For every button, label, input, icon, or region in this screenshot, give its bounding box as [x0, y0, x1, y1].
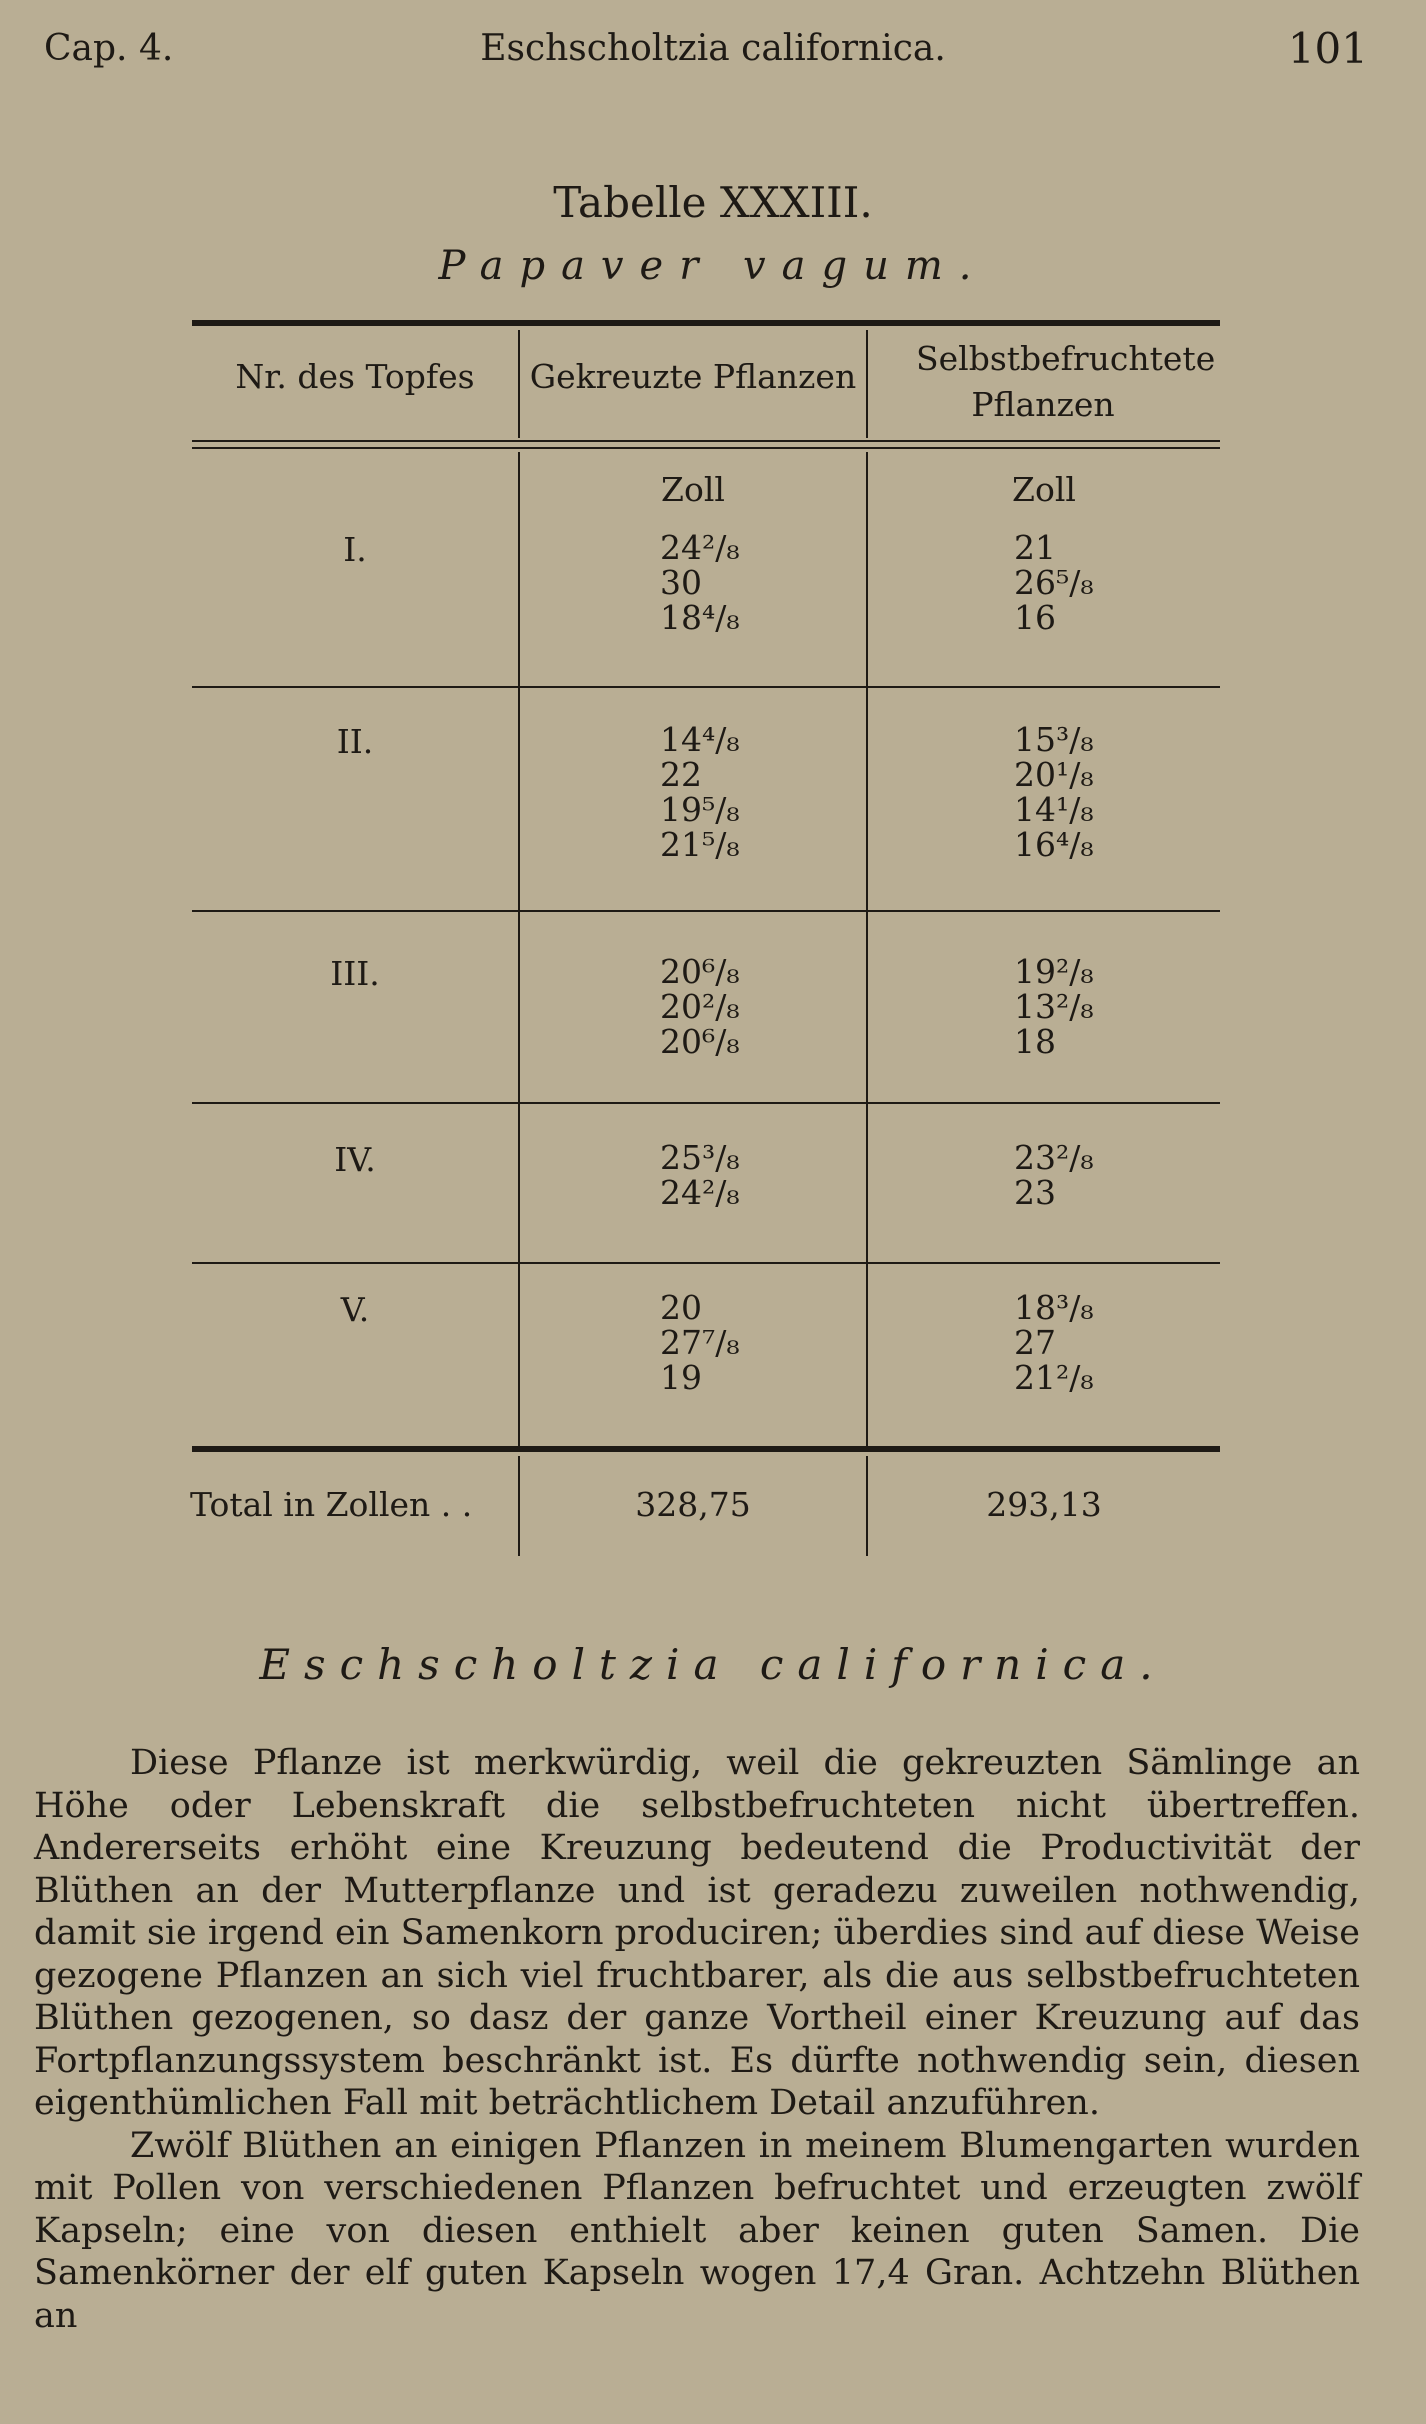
- value: 14¹/₈: [1014, 790, 1094, 829]
- total-self: 293,13: [986, 1485, 1102, 1524]
- value: 15³/₈: [1014, 720, 1094, 759]
- value: 25³/₈: [660, 1138, 740, 1177]
- value: 20⁶/₈: [660, 1022, 740, 1061]
- group-separator: [192, 686, 1220, 688]
- value: 19²/₈: [1014, 952, 1094, 991]
- paragraph: Zwölf Blüthen an einigen Pflanzen in meinem Blumengarten wurden mit Pollen von verschiedenen Pflanzen befruchtet und erzeugten zwölf Kapseln; eine von diesen enthielt aber keinen guten Samen. Die Samenkörner der elf guten Kapseln wogen 17,4 Gran. Achtzehn Blüthen an: [34, 2125, 1360, 2336]
- value: 22: [660, 755, 702, 794]
- value: 24²/₈: [660, 528, 740, 567]
- self-values: [1014, 954, 1094, 1059]
- header-divider-1: [518, 330, 520, 438]
- value: 21⁵/₈: [660, 825, 740, 864]
- pot-label: IV.: [334, 1140, 376, 1179]
- value: 18⁴/₈: [660, 598, 740, 637]
- pot-label: III.: [330, 954, 380, 993]
- unit-self: Zoll: [1012, 470, 1076, 509]
- unit-crossed: Zoll: [661, 470, 725, 509]
- pot-label: I.: [343, 530, 367, 569]
- body-text: [34, 1742, 1360, 2337]
- header-rule-lower: [192, 447, 1220, 449]
- crossed-values: [660, 530, 740, 635]
- body-divider-1: [518, 452, 520, 1452]
- value: 18: [1014, 1022, 1056, 1061]
- self-values: [1014, 722, 1094, 862]
- column-header-pot: Nr. des Topfes: [235, 357, 475, 396]
- header-divider-2: [866, 330, 868, 438]
- crossed-values: [660, 1140, 740, 1210]
- value: 20⁶/₈: [660, 952, 740, 991]
- pot-label: II.: [336, 722, 374, 761]
- column-header-crossed: Gekreuzte Pflanzen: [529, 357, 857, 396]
- value: 20¹/₈: [1014, 755, 1094, 794]
- value: 21²/₈: [1014, 1358, 1094, 1397]
- value: 13²/₈: [1014, 987, 1094, 1026]
- total-crossed: 328,75: [635, 1485, 751, 1524]
- value: 20: [660, 1288, 702, 1327]
- table-bottom-rule: [192, 1446, 1220, 1452]
- header-rule-upper: [192, 440, 1220, 442]
- total-label: Total in Zollen . .: [190, 1485, 473, 1524]
- crossed-values: [660, 1290, 740, 1395]
- value: 23²/₈: [1014, 1138, 1094, 1177]
- self-values: [1014, 1140, 1094, 1210]
- value: 21: [1014, 528, 1056, 567]
- value: 27⁷/₈: [660, 1323, 740, 1362]
- value: 16⁴/₈: [1014, 825, 1094, 864]
- group-separator: [192, 1102, 1220, 1104]
- paragraph: Diese Pflanze ist merkwürdig, weil die gekreuzten Sämlinge an Höhe oder Lebenskraft die selbstbefruchteten nicht übertreffen. Andererseits erhöht eine Kreuzung bedeutend die Productivität der Blüthen an der Mutterpflanze und ist geradezu zuweilen nothwendig, damit sie irgend ein Samenkorn produciren; überdies sind auf diese Weise gezogene Pflanzen an sich viel fruchtbarer, als die aus selbstbefruchteten Blüthen gezogenen, so dasz der ganze Vortheil einer Kreuzung auf das Fortpflanzungssystem beschränkt ist. Es dürfte nothwendig sein, diesen eigenthümlichen Fall mit beträchtlichem Detail anzuführen.: [34, 1743, 1360, 2123]
- value: 26⁵/₈: [1014, 563, 1094, 602]
- table-title: Tabelle XXXIII.: [553, 178, 873, 227]
- value: 30: [660, 563, 702, 602]
- value: 18³/₈: [1014, 1288, 1094, 1327]
- value: 20²/₈: [660, 987, 740, 1026]
- value: 14⁴/₈: [660, 720, 740, 759]
- value: 19: [660, 1358, 702, 1397]
- page-number: 101: [1287, 24, 1368, 73]
- table-subtitle: Papaver vagum.: [438, 243, 988, 289]
- running-title: Eschscholtzia californica.: [480, 28, 946, 69]
- section-title: Eschscholtzia californica.: [259, 1640, 1167, 1689]
- crossed-values: [660, 954, 740, 1059]
- group-separator: [192, 1262, 1220, 1264]
- column-header-self: Selbstbefruchtete Pflanzen: [916, 339, 1216, 424]
- chapter-label: Cap. 4.: [44, 28, 174, 69]
- value: 23: [1014, 1173, 1056, 1212]
- self-values: [1014, 530, 1094, 635]
- body-divider-2: [866, 452, 868, 1452]
- value: 24²/₈: [660, 1173, 740, 1212]
- pot-label: V.: [340, 1290, 370, 1329]
- table-top-rule: [192, 320, 1220, 326]
- value: 19⁵/₈: [660, 790, 740, 829]
- crossed-values: [660, 722, 740, 862]
- value: 27: [1014, 1323, 1056, 1362]
- value: 16: [1014, 598, 1056, 637]
- group-separator: [192, 910, 1220, 912]
- self-values: [1014, 1290, 1094, 1395]
